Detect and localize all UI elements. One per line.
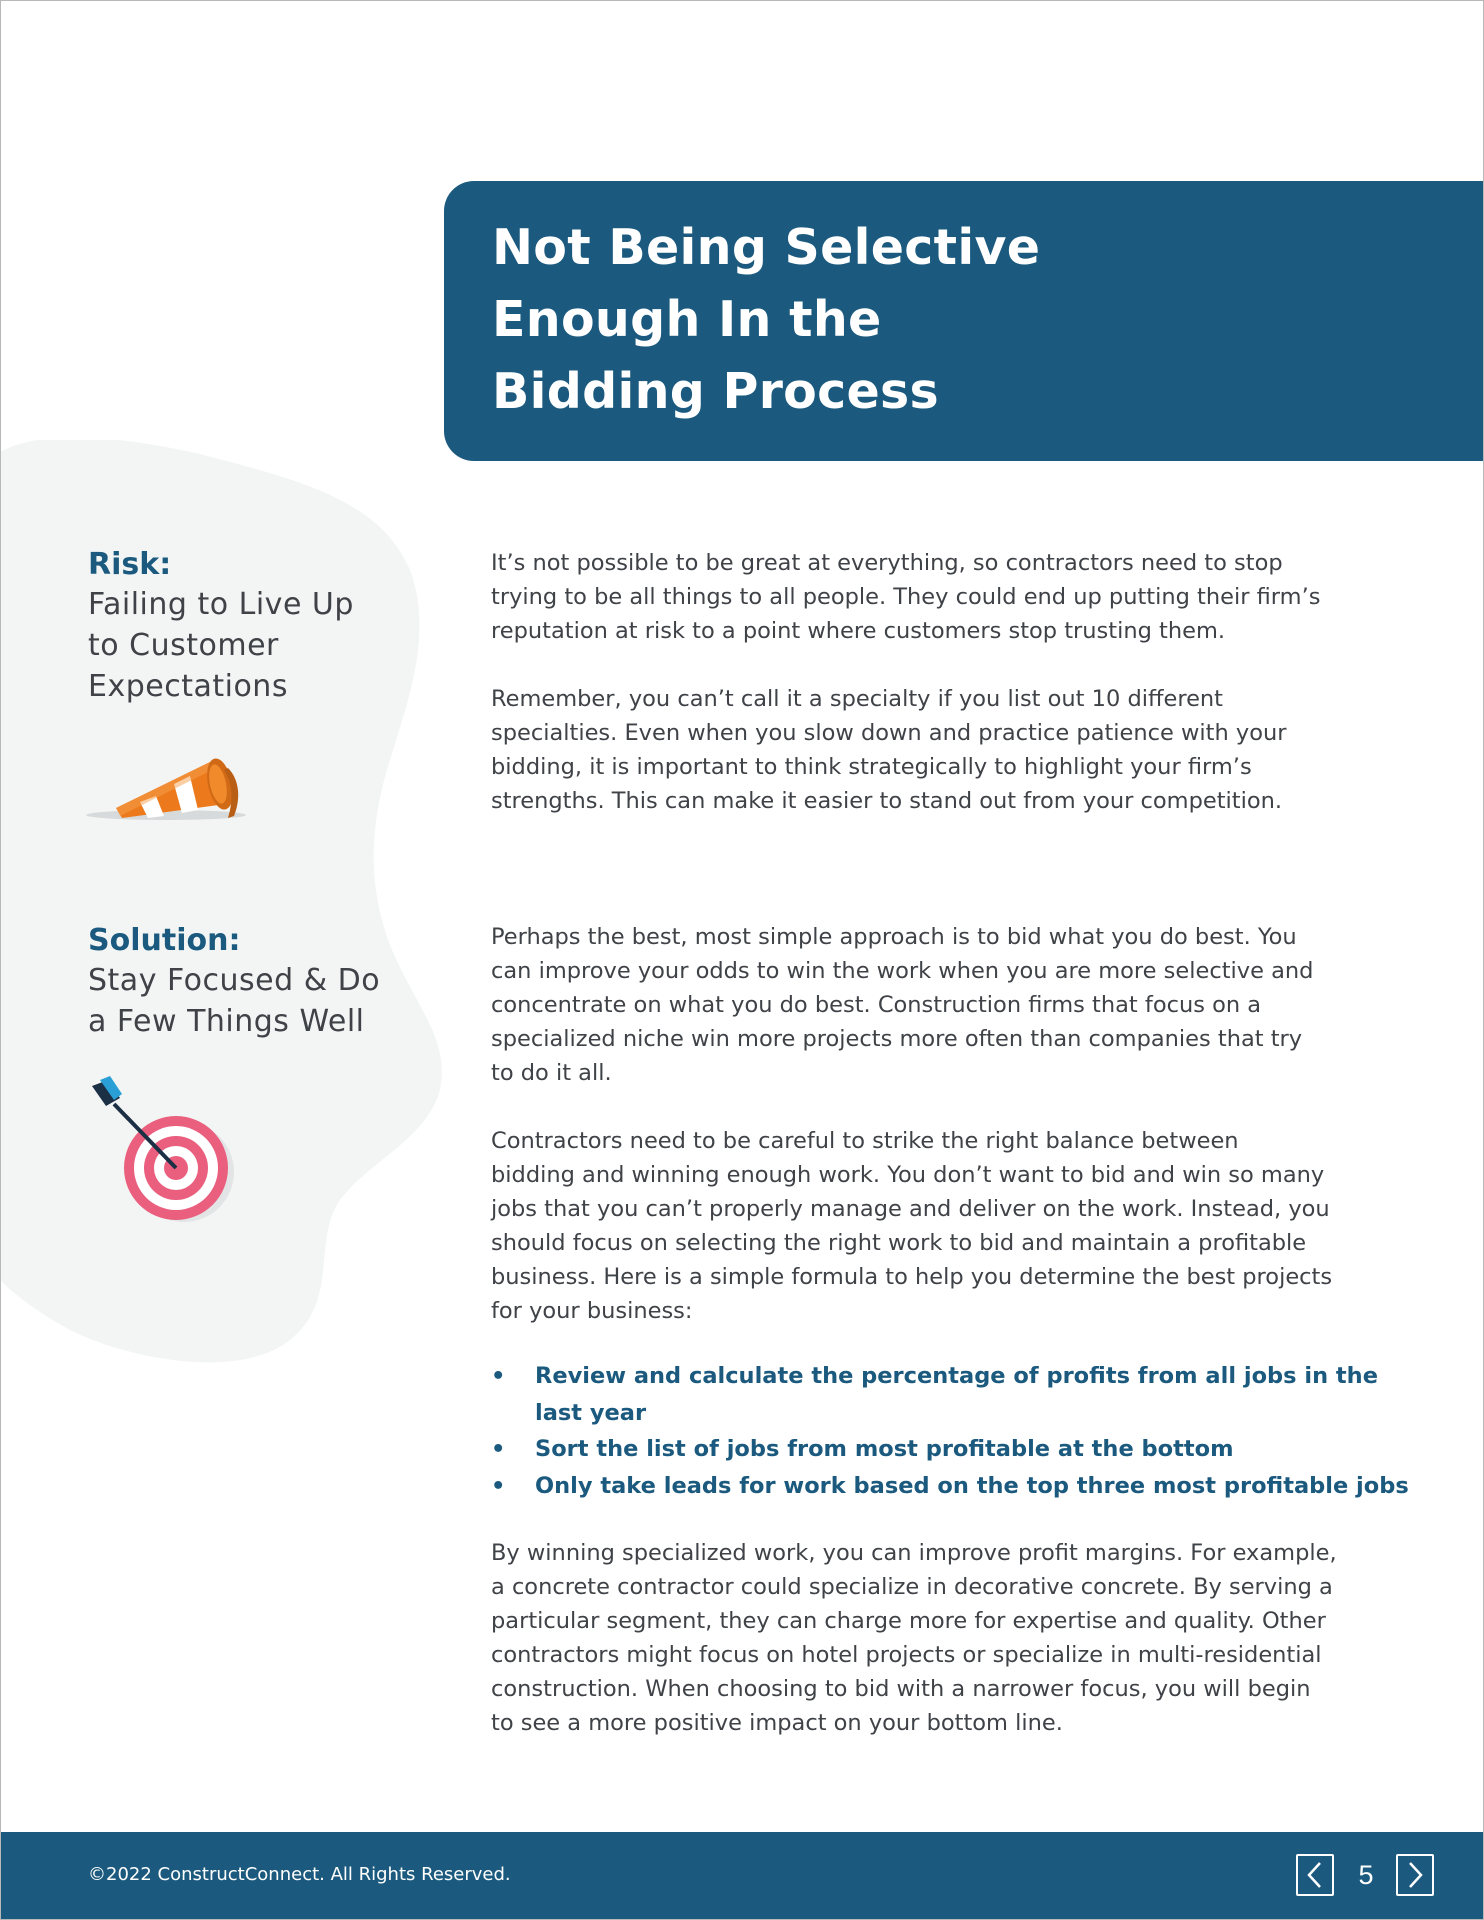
risk-heading: Risk: — [88, 547, 172, 582]
title-line: Enough In the — [492, 291, 882, 348]
dart-target-icon — [86, 1076, 246, 1226]
text-line: Contractors need to be careful to strike the right balance between — [491, 1128, 1239, 1154]
chevron-left-icon — [1305, 1860, 1325, 1890]
bullet-marker: • — [491, 1436, 506, 1462]
page-number: 5 — [1358, 1860, 1374, 1890]
solution-heading: Solution: — [88, 923, 241, 958]
text-line: bidding, it is important to think strategically to highlight your firm’s — [491, 754, 1252, 780]
risk-text-line: Failing to Live Up — [88, 587, 354, 622]
bullet-item — [491, 1468, 1409, 1505]
paragraph — [491, 682, 1401, 818]
solution-block — [88, 922, 408, 1042]
traffic-cone-icon — [86, 738, 256, 824]
text-line: concentrate on what you do best. Construction firms that focus on a — [491, 992, 1262, 1018]
text-line: specialized niche win more projects more often than companies that try — [491, 1026, 1303, 1052]
paragraph — [491, 1124, 1401, 1328]
risk-text-line: Expectations — [88, 669, 288, 704]
solution-text-line: a Few Things Well — [88, 1004, 365, 1039]
bullet-text-line: Sort the list of jobs from most profitable at the bottom — [535, 1436, 1234, 1462]
risk-block — [88, 546, 408, 707]
title-line: Not Being Selective — [492, 219, 1041, 276]
risk-text — [88, 584, 408, 707]
paragraph — [491, 546, 1401, 648]
text-line: particular segment, they can charge more for expertise and quality. Other — [491, 1608, 1326, 1634]
text-line: business. Here is a simple formula to help you determine the best projects — [491, 1264, 1333, 1290]
solution-text — [88, 960, 408, 1042]
bullet-text-line: last year — [535, 1399, 647, 1426]
bullet-marker: • — [491, 1472, 506, 1499]
footer-bar — [0, 1832, 1484, 1920]
text-line: trying to be all things to all people. They could end up putting their firm’s — [491, 584, 1321, 610]
text-line: to do it all. — [491, 1060, 612, 1086]
text-line: can improve your odds to win the work when you are more selective and — [491, 958, 1314, 984]
text-line: bidding and winning enough work. You don’t want to bid and win so many — [491, 1162, 1325, 1188]
bullet-item — [491, 1358, 1401, 1431]
bullet-text-line: Only take leads for work based on the top three most profitable jobs — [535, 1472, 1409, 1499]
bullet-marker: • — [491, 1363, 506, 1389]
text-line: contractors might focus on hotel projects or specialize in multi-residential — [491, 1642, 1322, 1668]
bullet-text-line: Review and calculate the percentage of profits from all jobs in the — [535, 1363, 1378, 1389]
text-line: Perhaps the best, most simple approach is to bid what you do best. You — [491, 924, 1297, 950]
copyright-text: ©2022 ConstructConnect. All Rights Reserved. — [88, 1864, 511, 1885]
text-line: construction. When choosing to bid with a narrower focus, you will begin — [491, 1676, 1311, 1702]
text-line: strengths. This can make it easier to stand out from your competition. — [491, 788, 1283, 814]
risk-text-line: to Customer — [88, 628, 279, 663]
text-line: Remember, you can’t call it a specialty if you list out 10 different — [491, 686, 1223, 712]
page-title — [492, 212, 1484, 428]
next-page-button[interactable] — [1396, 1854, 1434, 1896]
text-line: specialties. Even when you slow down and practice patience with your — [491, 720, 1287, 746]
main-content — [491, 546, 1409, 1740]
bullet-list — [491, 1358, 1409, 1504]
text-line: jobs that you can’t properly manage and deliver on the work. Instead, you — [491, 1196, 1330, 1222]
text-line: to see a more positive impact on your bottom line. — [491, 1710, 1063, 1736]
text-line: By winning specialized work, you can improve profit margins. For example, — [491, 1540, 1337, 1566]
text-line: for your business: — [491, 1298, 693, 1324]
chevron-right-icon — [1405, 1860, 1425, 1890]
text-line: a concrete contractor could specialize in decorative concrete. By serving a — [491, 1574, 1333, 1600]
paragraph — [491, 1536, 1401, 1740]
text-line: It’s not possible to be great at everything, so contractors need to stop — [491, 550, 1283, 576]
solution-text-line: Stay Focused & Do — [88, 963, 381, 998]
text-line: reputation at risk to a point where customers stop trusting them. — [491, 618, 1226, 644]
paragraph — [491, 920, 1401, 1090]
title-banner — [444, 181, 1484, 461]
title-line: Bidding Process — [492, 363, 939, 420]
text-line: should focus on selecting the right work to bid and maintain a profitable — [491, 1230, 1307, 1256]
previous-page-button[interactable] — [1296, 1854, 1334, 1896]
bullet-item — [491, 1431, 1401, 1468]
